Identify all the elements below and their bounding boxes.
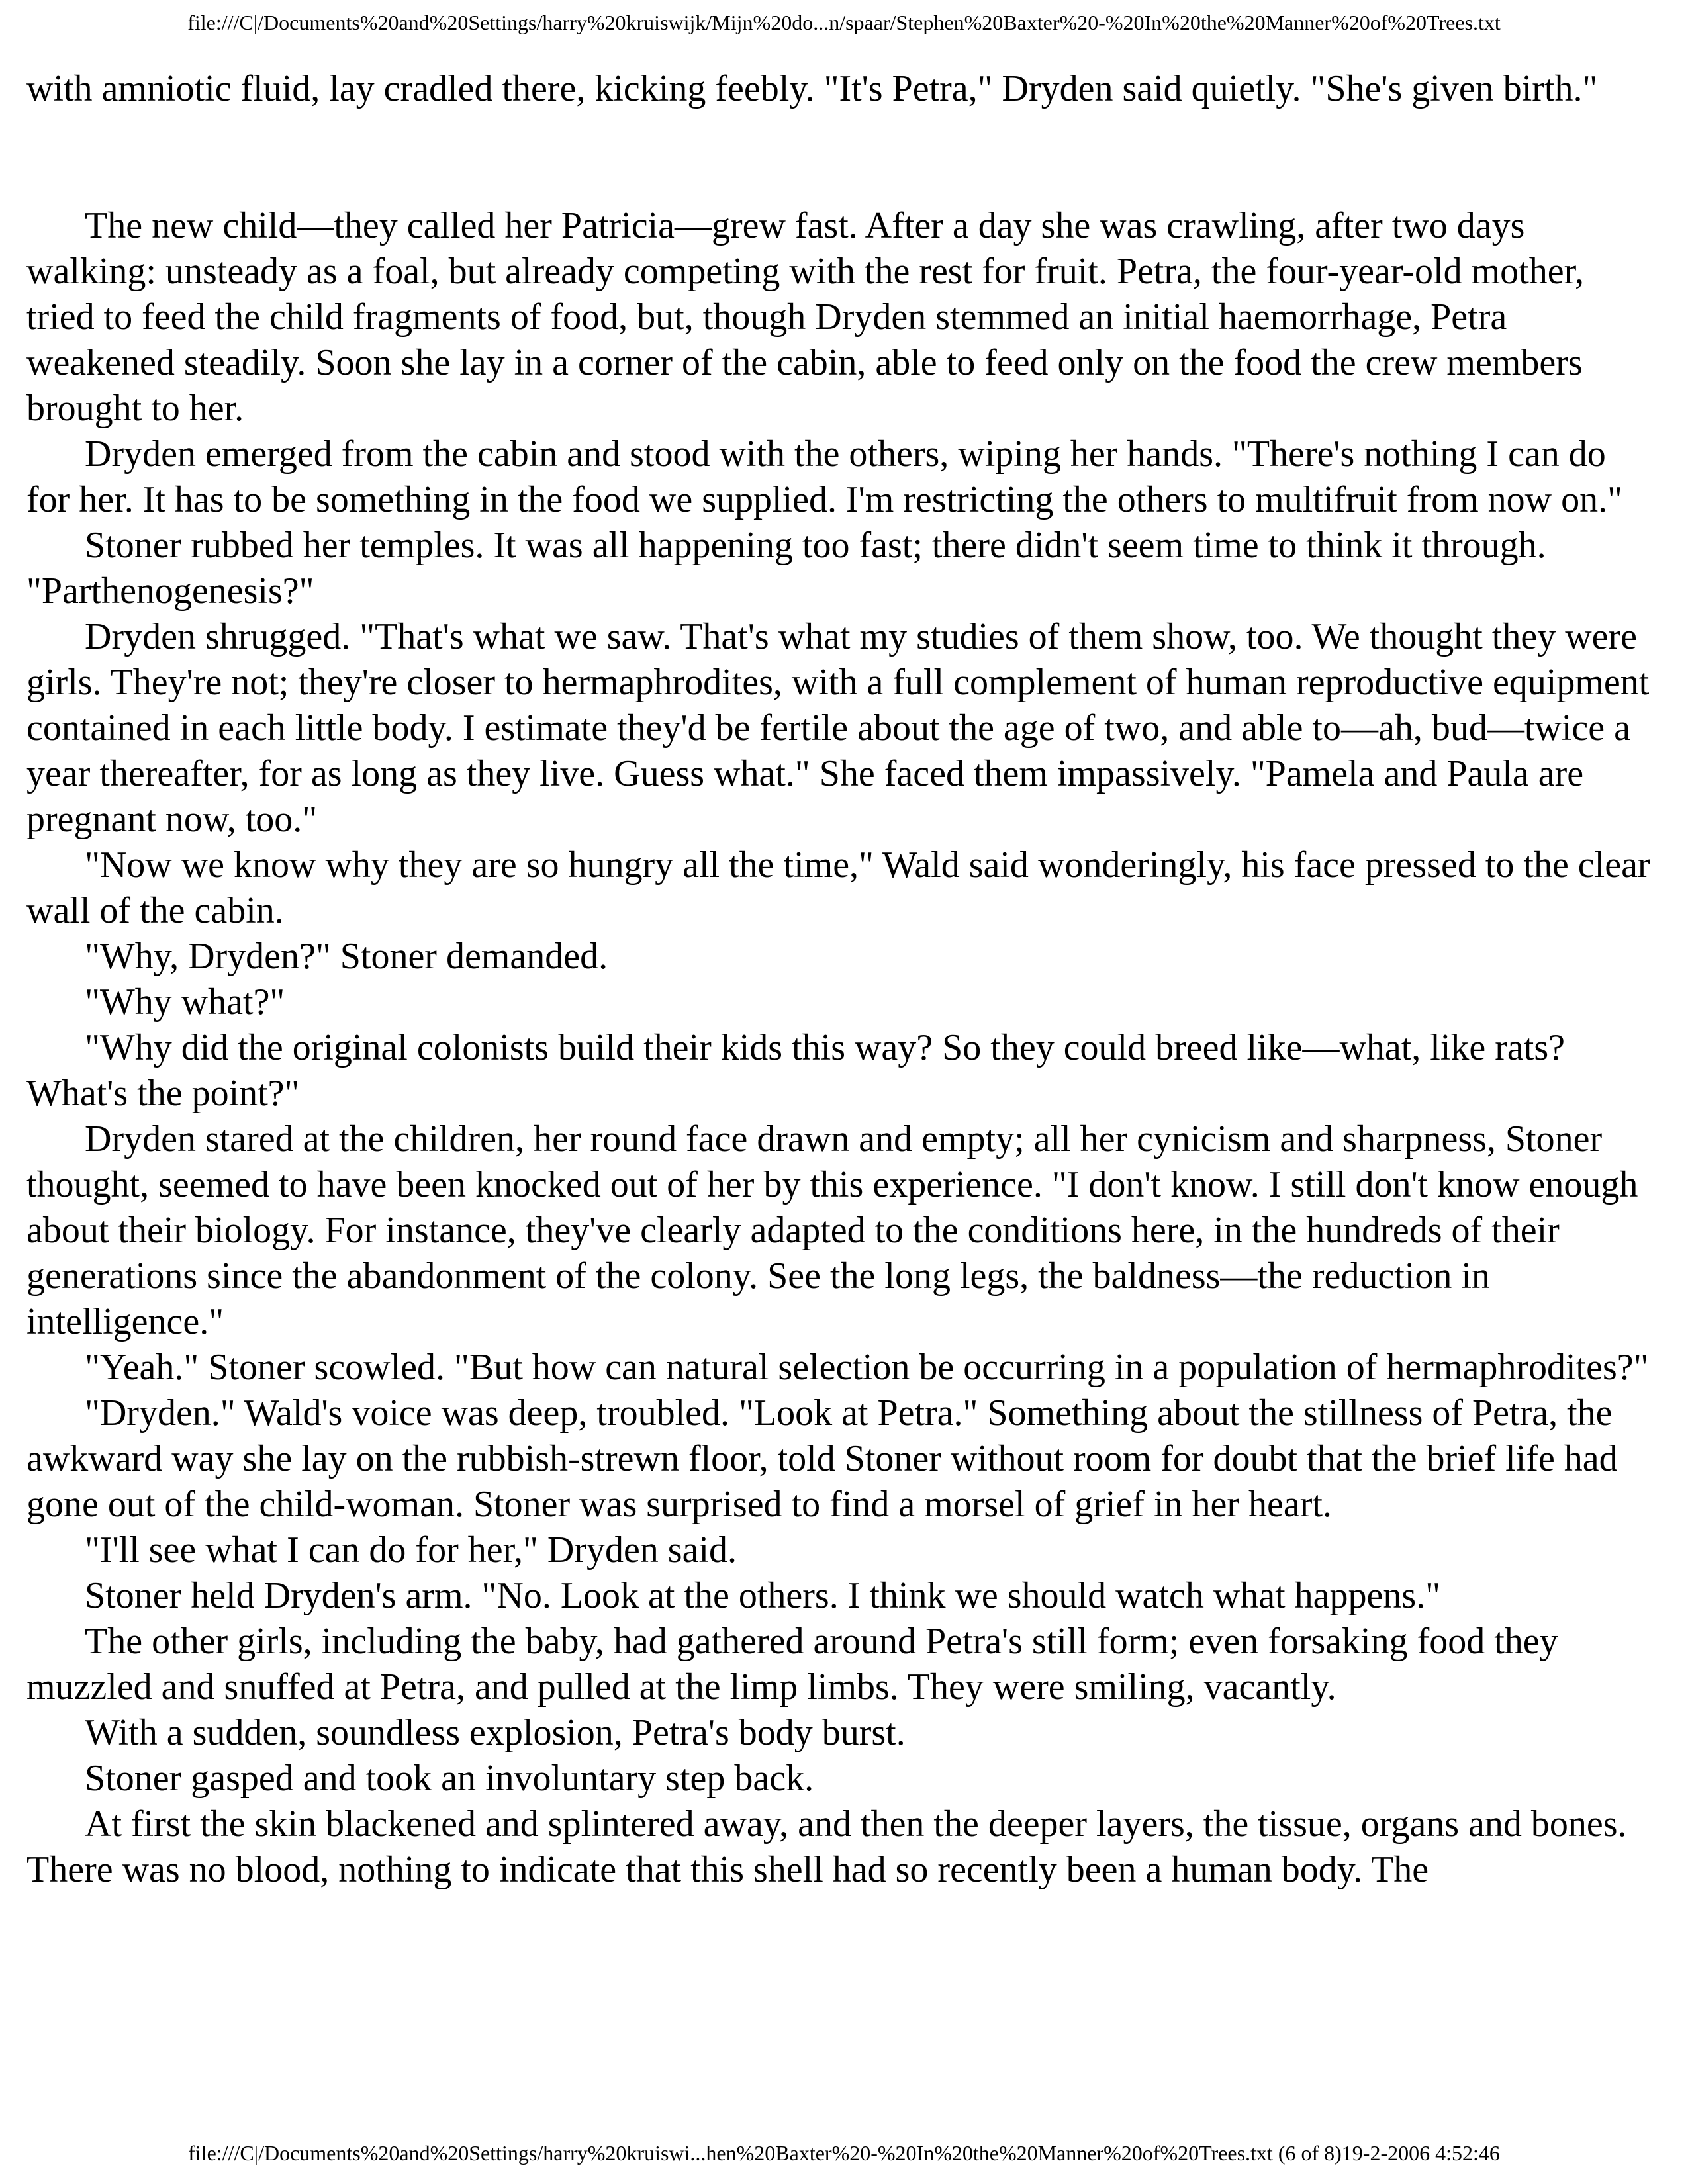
paragraph-4: Stoner rubbed her temples. It was all happening too fast; there didn't seem time to think it through. "Parthenogenesis?" (26, 525, 1546, 612)
paragraph-13: "I'll see what I can do for her," Dryden said. (85, 1529, 737, 1570)
paragraph-7: "Why, Dryden?" Stoner demanded. (85, 936, 608, 977)
paragraph-5: Dryden shrugged. "That's what we saw. That's what my studies of them show, too. We thought they were girls. They're not; they're closer to hermaphrodites, with a full complement of human reproductive equipment contained in each little body. I estimate they'd be fertile about the age of two, and able to—ah, bud—twice a year thereafter, for as long as they live. Guess what." She faced them impassively. "Pamela and Paula are pregnant now, too." (26, 616, 1650, 840)
paragraph-6: "Now we know why they are so hungry all the time," Wald said wonderingly, his face pressed to the clear wall of the cabin. (26, 844, 1650, 931)
paragraph-17: Stoner gasped and took an involuntary step back. (85, 1758, 814, 1799)
paragraph-14: Stoner held Dryden's arm. "No. Look at the others. I think we should watch what happens." (85, 1575, 1441, 1616)
paragraph-1: with amniotic fluid, lay cradled there, kicking feebly. "It's Petra," Dryden said quietly. "She's given birth." (26, 68, 1598, 109)
paragraph-9: "Why did the original colonists build their kids this way? So they could breed like—what, like rats? What's the point?" (26, 1027, 1565, 1114)
page-header-url: file:///C|/Documents%20and%20Settings/harry%20kruiswijk/Mijn%20do...n/spaar/Stephen%20Baxter%20-%20In%20the%20Manner%20of%20Trees.txt (187, 11, 1501, 34)
paragraph-3: Dryden emerged from the cabin and stood with the others, wiping her hands. "There's nothing I can do for her. It has to be something in the food we supplied. I'm restricting the others to multifruit from now on." (26, 433, 1622, 520)
paragraph-8: "Why what?" (85, 981, 285, 1023)
page-body (26, 66, 1655, 1893)
paragraph-10: Dryden stared at the children, her round face drawn and empty; all her cynicism and sharpness, Stoner thought, seemed to have been knocked out of her by this experience. "I don't know. I still don't know enough about their biology. For instance, they've clearly adapted to the conditions here, in the hundreds of their generations since the abandonment of the colony. See the long legs, the baldness—the reduction in intelligence." (26, 1118, 1638, 1342)
paragraph-2: The new child—they called her Patricia—grew fast. After a day she was crawling, after two days walking: unsteady as a foal, but already competing with the rest for fruit. Petra, the four-year-old mother, tried to feed the child fragments of food, but, though Dryden stemmed an initial haemorrhage, Petra weakened steadily. Soon she lay in a corner of the cabin, able to feed only on the food the crew members brought to her. (26, 205, 1584, 429)
paragraph-15: The other girls, including the baby, had gathered around Petra's still form; even forsaking food they muzzled and snuffed at Petra, and pulled at the limp limbs. They were smiling, vacantly. (26, 1621, 1558, 1707)
paragraph-16: With a sudden, soundless explosion, Petra's body burst. (85, 1712, 906, 1753)
paragraph-12: "Dryden." Wald's voice was deep, troubled. "Look at Petra." Something about the stillness of Petra, the awkward way she lay on the rubbish-strewn floor, told Stoner without room for doubt that the brief life had gone out of the child-woman. Stoner was surprised to find a morsel of grief in her heart. (26, 1392, 1618, 1525)
page-footer-url: file:///C|/Documents%20and%20Settings/harry%20kruiswi...hen%20Baxter%20-%20In%20the%20Manner%20of%20Trees.txt (6 of 8)19-2-2006 4:52:46 (188, 2141, 1500, 2165)
paragraph-18: At first the skin blackened and splintered away, and then the deeper layers, the tissue, organs and bones. There was no blood, nothing to indicate that this shell had so recently been a human body. The (26, 1803, 1627, 1890)
paragraph-11: "Yeah." Stoner scowled. "But how can natural selection be occurring in a population of hermaphrodites?" (85, 1347, 1649, 1388)
